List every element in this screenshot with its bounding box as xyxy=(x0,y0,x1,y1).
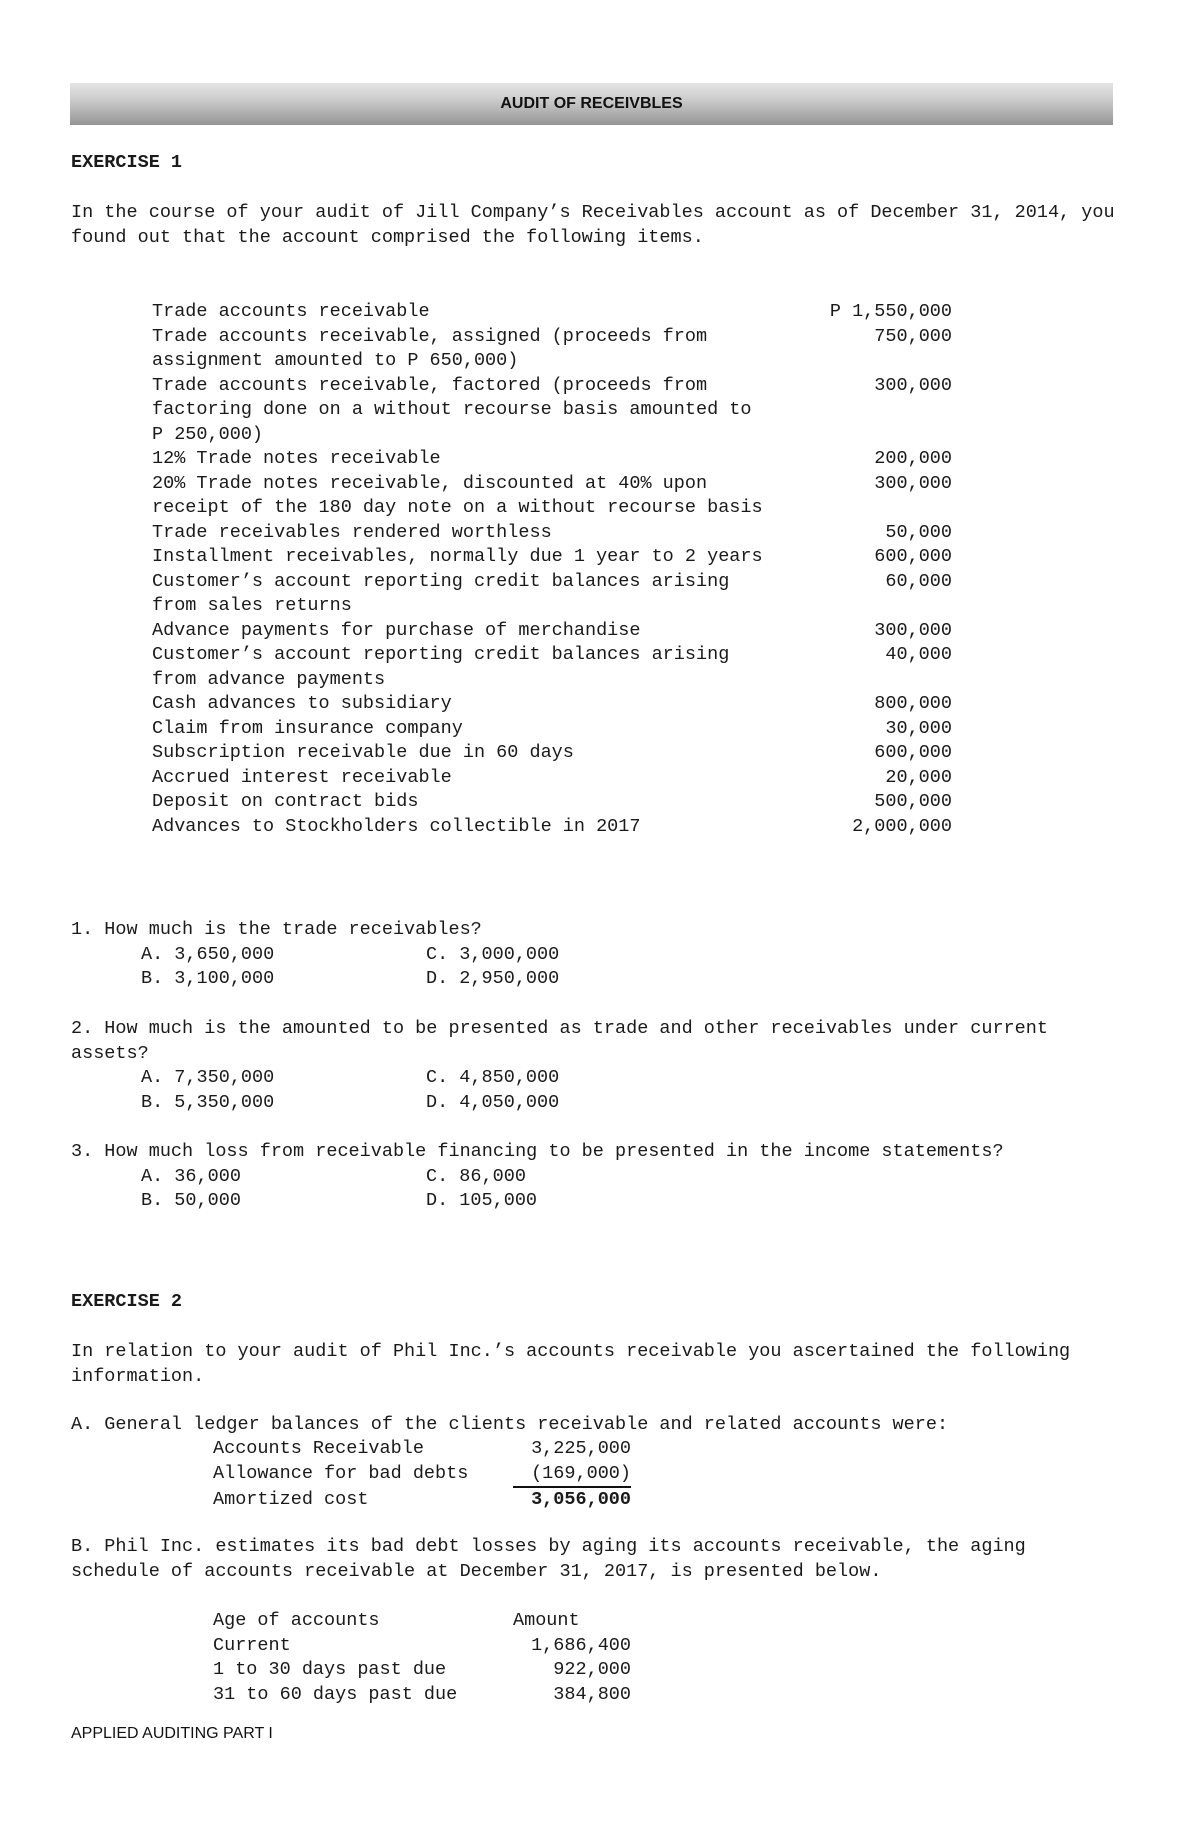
exercise2-heading: EXERCISE 2 xyxy=(71,1291,183,1312)
list-item: Customer’s account reporting credit balances arising from advance payments 40,000 xyxy=(152,644,952,690)
exercise1-intro: In the course of your audit of Jill Company’s Receivables account as of December 31, 2014, you found out that the account comprised the following items. xyxy=(71,202,1115,248)
part-b-text: B. Phil Inc. estimates its bad debt losses by aging its accounts receivable, the aging schedule of accounts receivable at December 31, 2017, is presented below. xyxy=(71,1536,1026,1582)
page-title-banner xyxy=(70,83,1113,125)
list-item: Deposit on contract bids 500,000 xyxy=(152,791,952,812)
question-2 xyxy=(71,1017,1121,1115)
aging-schedule-table xyxy=(213,1609,693,1707)
list-item: 20% Trade notes receivable, discounted at 40% upon receipt of the 180 day note on a without recourse basis 300,000 xyxy=(152,472,952,518)
option-a: A. 3,650,000 xyxy=(141,943,275,965)
question-3-text: 3. How much loss from receivable financing to be presented in the income statements? xyxy=(71,1141,1004,1162)
table-row: 1 to 30 days past due 922,000 xyxy=(213,1659,631,1680)
list-item: Installment receivables, normally due 1 year to 2 years 600,000 xyxy=(152,546,952,567)
list-item: Trade accounts receivable P 1,550,000 xyxy=(152,301,952,322)
option-a: A. 36,000 xyxy=(141,1165,241,1187)
option-c: C. 3,000,000 xyxy=(426,943,560,965)
list-item: Claim from insurance company 30,000 xyxy=(152,717,952,739)
table-row: Amortized cost 3,056,000 xyxy=(213,1489,631,1510)
part-a-text: A. General ledger balances of the clients receivable and related accounts were: xyxy=(71,1414,949,1435)
question-1 xyxy=(71,918,1121,992)
table-row: Allowance for bad debts (169,000) xyxy=(213,1462,693,1489)
exercise1-heading: EXERCISE 1 xyxy=(71,152,183,173)
list-item: Trade receivables rendered worthless 50,000 xyxy=(152,521,952,543)
option-a: A. 7,350,000 xyxy=(141,1067,275,1088)
table-row: 31 to 60 days past due 384,800 xyxy=(213,1683,631,1705)
question-1-options xyxy=(141,943,1121,992)
table-row: Current 1,686,400 xyxy=(213,1634,631,1656)
list-item: Advance payments for purchase of merchandise 300,000 xyxy=(152,619,952,641)
receivables-items-list xyxy=(152,300,952,839)
question-3 xyxy=(71,1140,1121,1214)
option-b: B. 50,000 xyxy=(141,1190,241,1211)
page-footer: APPLIED AUDITING PART I xyxy=(71,1725,273,1742)
option-d: D. 2,950,000 xyxy=(426,968,560,989)
question-2-text: 2. How much is the amounted to be presented as trade and other receivables under current assets? xyxy=(71,1018,1048,1064)
option-d: D. 4,050,000 xyxy=(426,1091,560,1113)
option-b: B. 5,350,000 xyxy=(141,1091,275,1113)
table-header: Age of accounts Amount xyxy=(213,1610,580,1631)
list-item: Advances to Stockholders collectible in 2017 2,000,000 xyxy=(152,815,952,837)
option-c: C. 86,000 xyxy=(426,1165,526,1187)
option-b: B. 3,100,000 xyxy=(141,968,275,989)
list-item: Trade accounts receivable, assigned (proceeds from assignment amounted to P 650,000) 750,000 xyxy=(152,325,952,371)
ledger-balances-table xyxy=(213,1437,693,1513)
question-1-text: 1. How much is the trade receivables? xyxy=(71,919,482,940)
page-title: AUDIT OF RECEIVBLES xyxy=(500,95,683,112)
exercise2-intro: In relation to your audit of Phil Inc.’s accounts receivable you ascertained the following information. xyxy=(71,1341,1071,1387)
list-item: Subscription receivable due in 60 days 600,000 xyxy=(152,742,952,763)
option-c: C. 4,850,000 xyxy=(426,1067,560,1088)
table-row: Accounts Receivable 3,225,000 xyxy=(213,1438,631,1459)
list-item: Customer’s account reporting credit balances arising from sales returns 60,000 xyxy=(152,570,952,616)
list-item: Cash advances to subsidiary 800,000 xyxy=(152,693,952,714)
question-3-options xyxy=(141,1165,1121,1214)
list-item: 12% Trade notes receivable 200,000 xyxy=(152,448,952,469)
question-2-options xyxy=(141,1066,1121,1115)
list-item: Trade accounts receivable, factored (proceeds from factoring done on a without recourse basis amounted to P 250,000) 300,000 xyxy=(152,374,952,445)
option-d: D. 105,000 xyxy=(426,1190,538,1211)
list-item: Accrued interest receivable 20,000 xyxy=(152,766,952,788)
